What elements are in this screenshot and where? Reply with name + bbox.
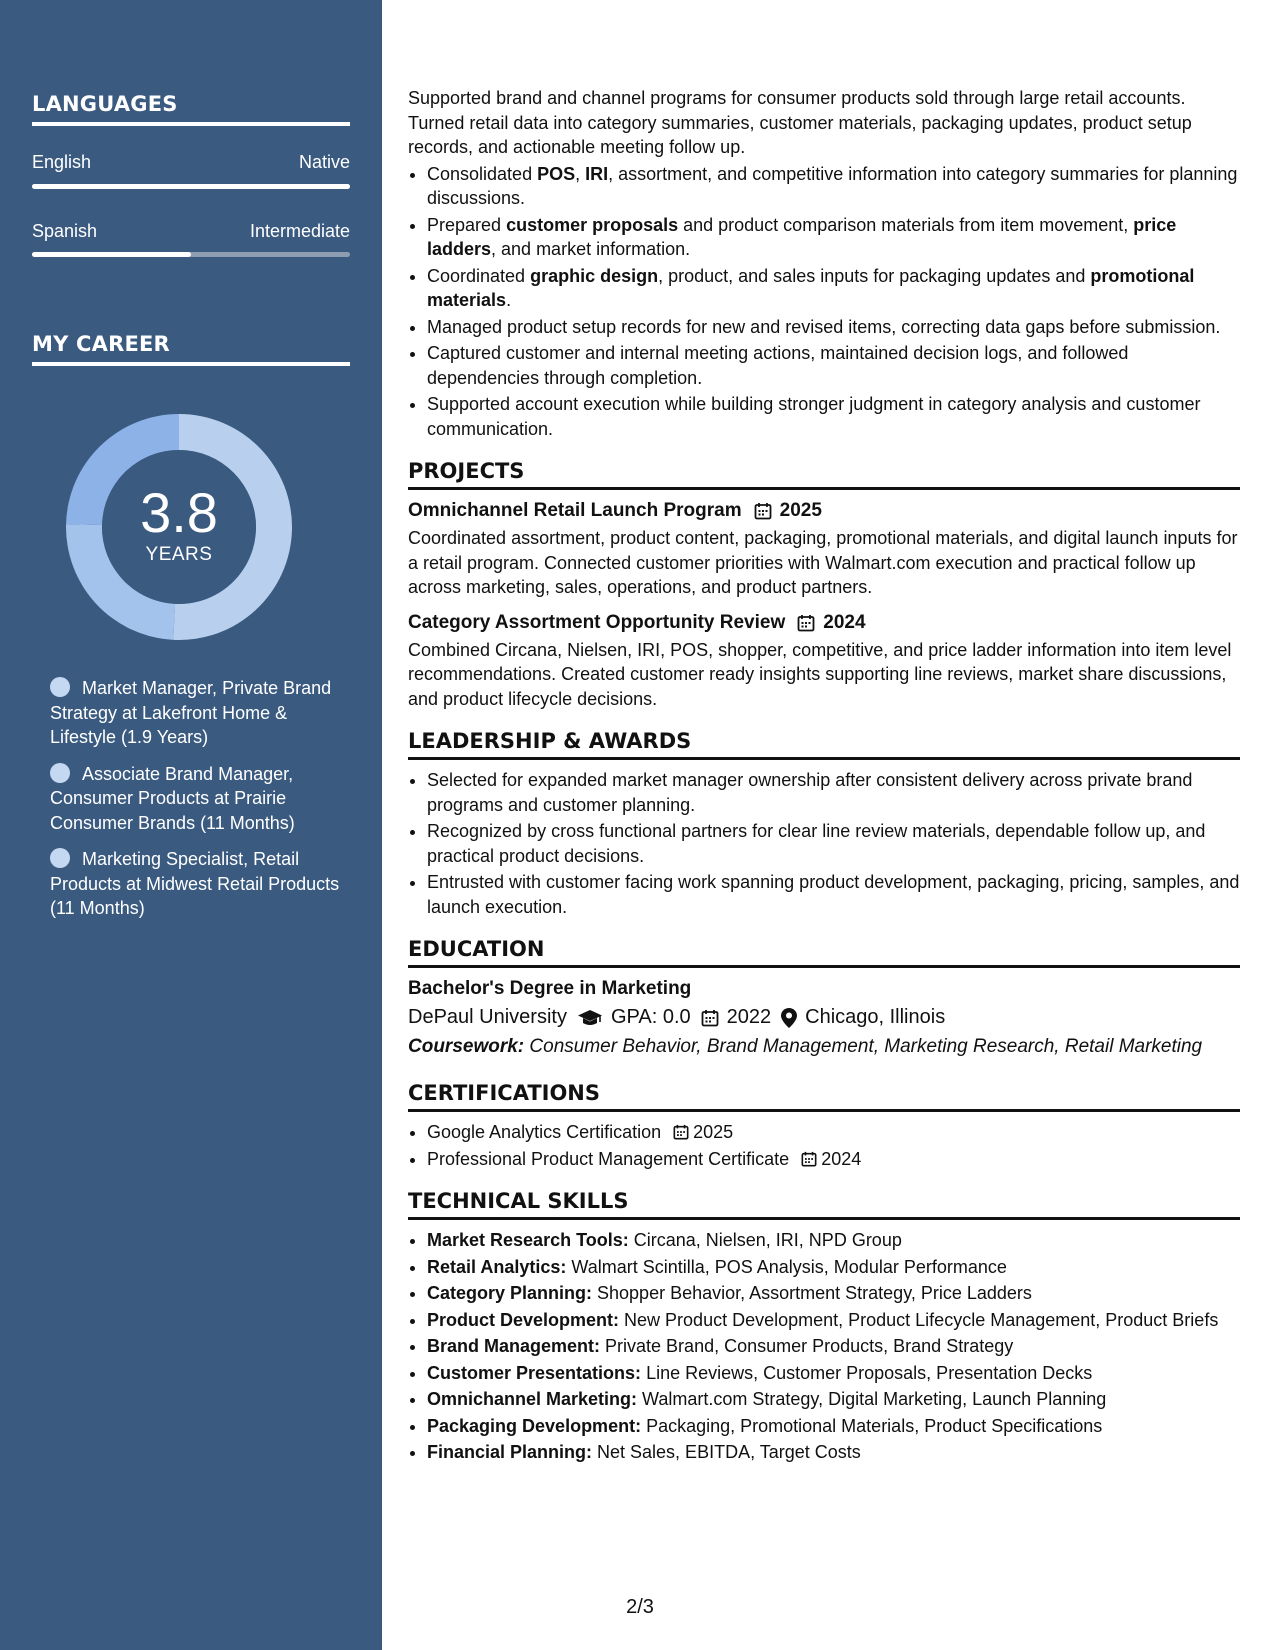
leadership-list	[408, 768, 1240, 919]
project-description: Combined Circana, Nielsen, IRI, POS, shopper, competitive, and price ladder information into item level recommendations. Created customer ready insights supporting line reviews, market share discussions, and product lifecycle decisions.	[408, 639, 1232, 709]
leadership-item: • Selected for expanded market manager ownership after consistent delivery across private brand programs and customer planning.	[427, 768, 1240, 817]
career-donut-chart	[66, 414, 292, 640]
language-proficiency-fill	[32, 184, 350, 189]
certification-year: 2024	[821, 1148, 862, 1169]
skill-value: Packaging, Promotional Materials, Product Specifications	[641, 1415, 1103, 1436]
skill-label: Product Development:	[427, 1309, 620, 1330]
certifications-heading: CERTIFICATIONS	[408, 1081, 1240, 1112]
education-degree: Bachelor's Degree in Marketing	[408, 978, 692, 999]
education-heading: EDUCATION	[408, 937, 1240, 968]
education-details	[408, 1006, 1240, 1029]
sidebar	[0, 0, 382, 1650]
project-description: Coordinated assortment, product content, packaging, promotional materials, and digital launch inputs for a retail program. Connected customer priorities with Walmart.com execution and practical follow up across marketing, sales, operations, and product partners.	[408, 528, 1238, 597]
career-heading: MY CAREER	[32, 332, 350, 366]
bullet-text: ,	[575, 163, 586, 184]
language-name: Spanish	[32, 221, 98, 241]
certification-item	[427, 1147, 1240, 1172]
career-item-text: Market Manager, Private Brand Strategy at Lakefront Home & Lifestyle (1.9 Years)	[50, 678, 332, 747]
bullet-keyword: promotional materials	[427, 265, 1195, 310]
project-name: Category Assortment Opportunity Review	[408, 611, 786, 633]
coursework-label: Coursework:	[408, 1036, 525, 1057]
career-dot-icon	[50, 677, 70, 697]
language-level: Native	[298, 152, 350, 172]
skill-label: Brand Management:	[427, 1336, 601, 1356]
language-row-english	[32, 152, 350, 173]
bullet-keyword: price ladders	[427, 214, 1177, 259]
skill-item	[427, 1281, 1240, 1306]
skill-value: Shopper Behavior, Assortment Strategy, Price Ladders	[592, 1283, 1032, 1303]
bullet-text: .	[506, 290, 512, 310]
experience-summary: Supported brand and channel programs for consumer products sold through large retail accounts. Turned retail data into category summaries, customer materials, packaging updates, product setup records, and actionable meeting follow up.	[408, 88, 1192, 157]
languages-heading: LANGUAGES	[32, 92, 350, 126]
bullet-text: , and market information.	[491, 239, 691, 259]
language-proficiency-fill	[32, 252, 191, 257]
skill-item	[427, 1255, 1240, 1280]
skills-heading: TECHNICAL SKILLS	[408, 1189, 1240, 1220]
education-year: 2022	[726, 1006, 772, 1028]
skill-item	[427, 1414, 1240, 1439]
coursework-text: Consumer Behavior, Brand Management, Marketing Research, Retail Marketing	[524, 1036, 1203, 1057]
career-item	[50, 847, 350, 921]
experience-bullet	[427, 341, 1240, 390]
project-year: 2025	[779, 500, 822, 521]
calendar-icon	[801, 1151, 817, 1167]
bullet-text: Prepared	[427, 214, 507, 235]
bullet-text: and product comparison materials from item movement,	[678, 214, 1134, 235]
bullet-text: , product, and sales inputs for packaging updates and	[658, 265, 1091, 286]
calendar-icon	[754, 502, 772, 520]
experience-bullet	[427, 213, 1240, 262]
language-level: Intermediate	[249, 221, 350, 241]
projects-heading: PROJECTS	[408, 459, 1240, 490]
career-dot-icon	[50, 848, 70, 868]
language-proficiency-bar	[32, 252, 350, 257]
skill-label: Omnichannel Marketing:	[427, 1389, 638, 1409]
location-pin-icon	[781, 1008, 797, 1028]
bullet-keyword: POS	[537, 163, 576, 184]
skill-item	[427, 1361, 1240, 1386]
bullet-text: Supported account execution while building stronger judgment in category analysis and customer communication.	[427, 394, 1201, 439]
skill-label: Market Research Tools:	[427, 1230, 629, 1250]
career-total	[66, 414, 292, 640]
experience-bullet	[427, 264, 1240, 313]
skill-item	[427, 1308, 1240, 1333]
certifications-list	[408, 1120, 1240, 1171]
skill-value: Circana, Nielsen, IRI, NPD Group	[628, 1230, 902, 1250]
career-item	[50, 762, 350, 836]
education-school: DePaul University	[408, 1006, 567, 1028]
graduation-cap-icon	[577, 1009, 603, 1027]
calendar-icon	[797, 614, 815, 632]
skill-label: Customer Presentations:	[427, 1362, 642, 1383]
skill-item	[427, 1387, 1240, 1412]
leadership-item: • Recognized by cross functional partners for clear line review materials, dependable follow up, and practical product decisions.	[427, 819, 1240, 868]
experience-bullet	[427, 315, 1240, 340]
bullet-keyword: customer proposals	[506, 214, 679, 235]
skills-list	[408, 1228, 1240, 1465]
leadership-heading: LEADERSHIP & AWARDS	[408, 729, 1240, 760]
project-year: 2024	[823, 611, 866, 633]
bullet-keyword: IRI	[585, 163, 609, 184]
bullet-text: Coordinated	[427, 265, 531, 286]
calendar-icon	[701, 1009, 719, 1027]
education-location: Chicago, Illinois	[805, 1006, 946, 1028]
certification-name: Professional Product Management Certificate	[427, 1148, 790, 1169]
education-coursework	[408, 1035, 1240, 1059]
bullet-text: , assortment, and competitive information into category summaries for planning discussions.	[427, 163, 1238, 208]
experience-bullet	[427, 162, 1240, 211]
experience-bullet	[427, 392, 1240, 441]
skill-label: Financial Planning:	[427, 1442, 593, 1462]
bullet-text: Captured customer and internal meeting actions, maintained decision logs, and followed dependencies through completion.	[427, 343, 1129, 388]
language-name: English	[32, 152, 92, 172]
career-list	[50, 676, 350, 933]
language-proficiency-bar	[32, 184, 350, 189]
skill-value: New Product Development, Product Lifecycle Management, Product Briefs	[619, 1309, 1219, 1330]
page-number: 2/3	[626, 1596, 654, 1618]
career-item-text: Marketing Specialist, Retail Products at Midwest Retail Products (11 Months)	[50, 849, 340, 918]
certification-name: Google Analytics Certification	[427, 1122, 662, 1142]
career-item	[50, 676, 350, 750]
skill-value: Line Reviews, Customer Proposals, Presentation Decks	[641, 1362, 1093, 1383]
calendar-icon	[673, 1124, 689, 1140]
project-name: Omnichannel Retail Launch Program	[408, 500, 742, 521]
certification-year: 2025	[693, 1122, 734, 1142]
skill-label: Category Planning:	[427, 1283, 593, 1303]
skill-label: Packaging Development:	[427, 1415, 642, 1436]
career-total-value: 3.8	[140, 481, 218, 544]
skill-item	[427, 1334, 1240, 1359]
skill-value: Private Brand, Consumer Products, Brand Strategy	[600, 1336, 1014, 1356]
experience-bullets	[408, 162, 1240, 442]
skill-label: Retail Analytics:	[427, 1256, 567, 1277]
bullet-keyword: graphic design	[530, 265, 659, 286]
bullet-text: Managed product setup records for new and revised items, correcting data gaps before submission.	[427, 316, 1221, 337]
skill-value: Walmart.com Strategy, Digital Marketing, Launch Planning	[637, 1389, 1107, 1409]
career-item-text: Associate Brand Manager, Consumer Products at Prairie Consumer Brands (11 Months)	[50, 763, 295, 833]
education-gpa: GPA: 0.0	[610, 1006, 691, 1028]
skill-item	[427, 1440, 1240, 1465]
leadership-item: • Entrusted with customer facing work spanning product development, packaging, pricing, samples, and launch execution.	[427, 870, 1240, 919]
skill-item	[427, 1228, 1240, 1253]
certification-item	[427, 1120, 1240, 1145]
bullet-text: Consolidated	[427, 163, 538, 184]
language-row-spanish	[32, 221, 350, 242]
career-dot-icon	[50, 763, 70, 783]
project-title	[408, 500, 1240, 522]
project-title	[408, 612, 1240, 634]
career-total-unit: YEARS	[145, 544, 213, 565]
main-content	[408, 86, 1240, 1467]
skill-value: Net Sales, EBITDA, Target Costs	[592, 1442, 861, 1462]
skill-value: Walmart Scintilla, POS Analysis, Modular Performance	[566, 1256, 1007, 1277]
